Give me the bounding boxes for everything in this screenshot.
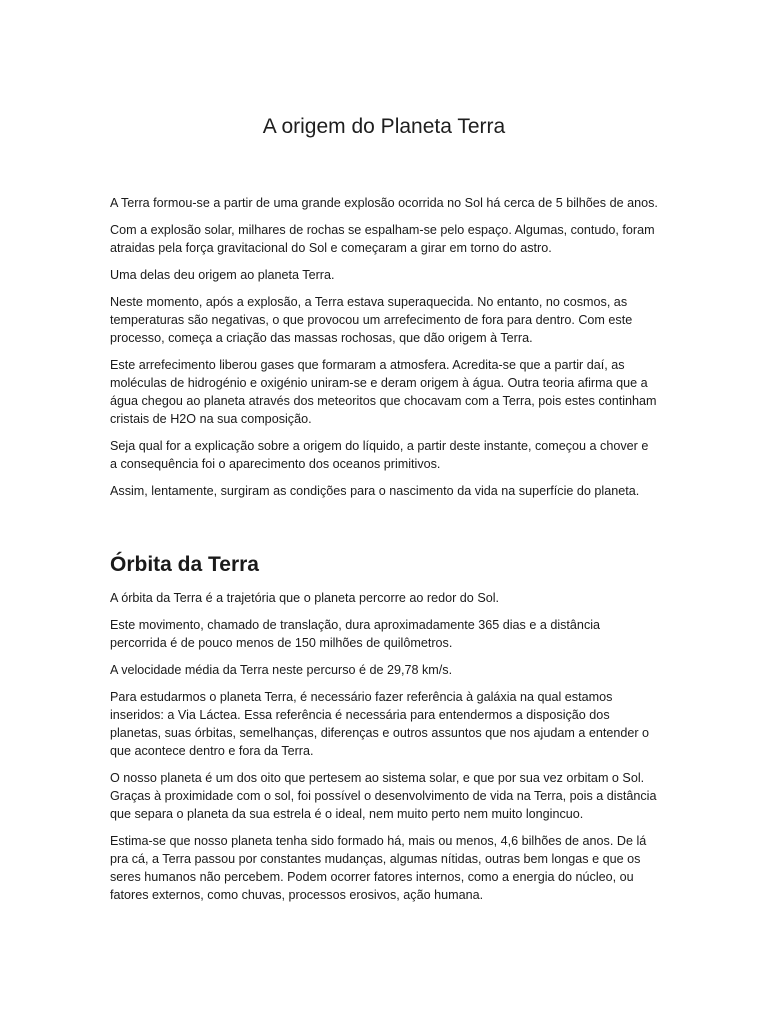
paragraph: Com a explosão solar, milhares de rochas se espalham-se pelo espaço. Algumas, contudo, foram atraidas pela força gravitacional do Sol e começaram a girar em torno do astro. — [110, 223, 655, 255]
section-orbit — [110, 553, 658, 913]
paragraph: A velocidade média da Terra neste percurso é de 29,78 km/s. — [110, 663, 453, 677]
paragraph: Estima-se que nosso planeta tenha sido formado há, mais ou menos, 4,6 bilhões de anos. De lá pra cá, a Terra passou por constantes mudanças, algumas nítidas, outras bem longas e que os seres humanos não percebem. Podem ocorrer fatores internos, como a energia do núcleo, ou fatores externos, como chuvas, processos erosivos, ação humana. — [110, 834, 647, 902]
paragraph: Uma delas deu origem ao planeta Terra. — [110, 268, 335, 282]
paragraph: Este arrefecimento liberou gases que formaram a atmosfera. Acredita-se que a partir daí, as moléculas de hidrogénio e oxigénio uniram-se e deram origem à água. Outra teoria afirma que a água chegou ao planeta através dos meteoritos que chocavam com a Terra, pois estes continham cristais de H2O na sua composição. — [110, 358, 657, 426]
paragraph: Para estudarmos o planeta Terra, é necessário fazer referência à galáxia na qual estamos inseridos: a Via Láctea. Essa referência é necessária para entendermos a disposição dos planetas, suas órbitas, semelhanças, diferenças e outros assuntos que nos ajudam a entender o que acontece dentro e fora da Terra. — [110, 690, 650, 758]
paragraph: Assim, lentamente, surgiram as condições para o nascimento da vida na superfície do planeta. — [110, 484, 640, 498]
paragraph: Neste momento, após a explosão, a Terra estava superaquecida. No entanto, no cosmos, as temperaturas são negativas, o que provocou um arrefecimento de fora para dentro. Com este processo, começa a criação das massas rochosas, que dão origem à Terra. — [110, 295, 633, 345]
paragraph: O nosso planeta é um dos oito que pertesem ao sistema solar, e que por sua vez orbitam o Sol. Graças à proximidade com o sol, foi possível o desenvolvimento de vida na Terra, pois a distância que separa o planeta da sua estrela é o ideal, nem muito perto nem muito longincuo. — [110, 771, 657, 821]
section-origin — [110, 194, 658, 509]
page-title: A origem do Planeta Terra — [262, 115, 506, 138]
paragraph: A órbita da Terra é a trajetória que o planeta percorre ao redor do Sol. — [110, 591, 500, 605]
paragraph: Seja qual for a explicação sobre a origem do líquido, a partir deste instante, começou a chover e a consequência foi o aparecimento dos oceanos primitivos. — [110, 439, 649, 471]
section-heading: Órbita da Terra — [110, 553, 259, 576]
paragraph: Este movimento, chamado de translação, dura aproximadamente 365 dias e a distância percorrida é de pouco menos de 150 milhões de quilômetros. — [110, 618, 601, 650]
paragraph: A Terra formou-se a partir de uma grande explosão ocorrida no Sol há cerca de 5 bilhões de anos. — [110, 196, 658, 210]
